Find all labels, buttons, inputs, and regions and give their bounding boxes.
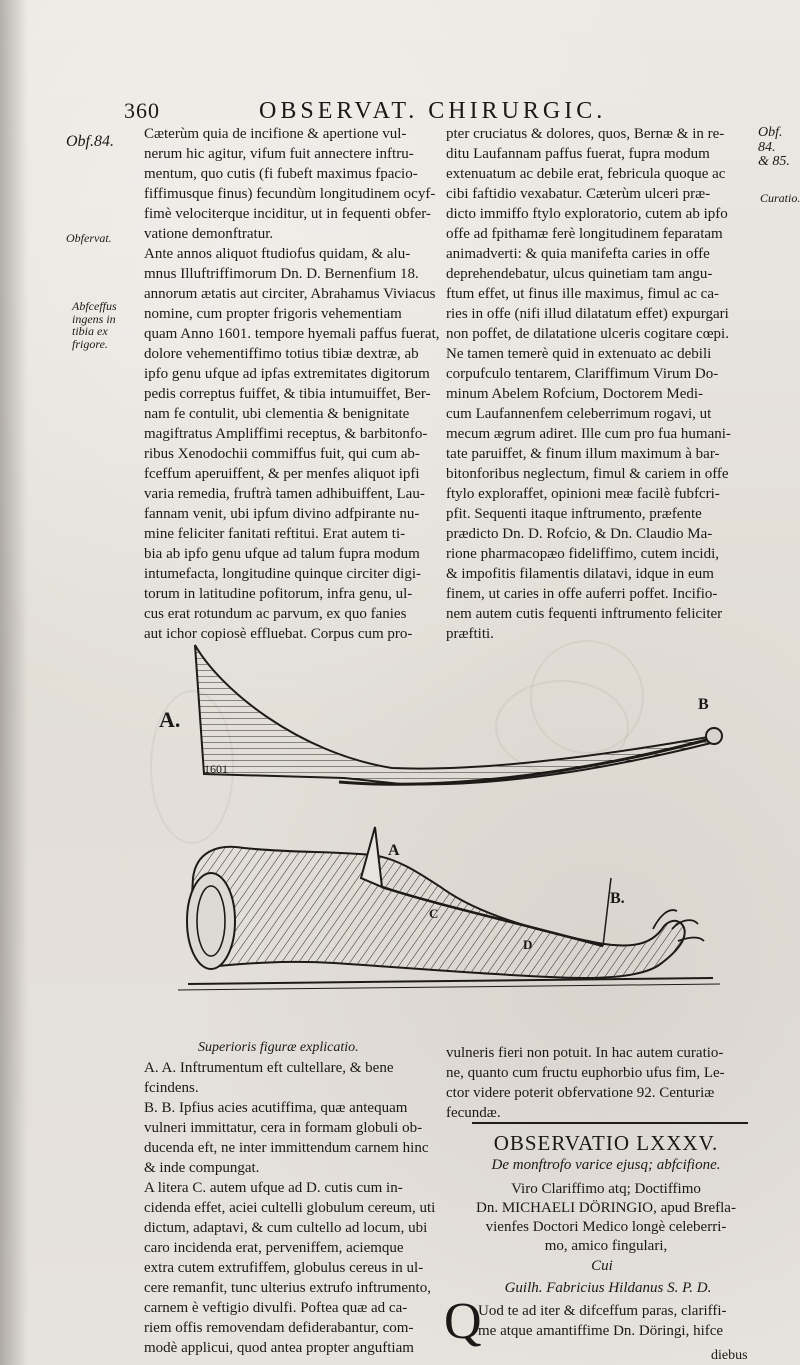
page-number: 360: [124, 98, 160, 123]
lower-leg-illustration: [178, 827, 720, 990]
left-margin-note-observat: Obfervat.: [66, 231, 112, 245]
main-text-left-column: Cæterùm quia de incifione & apertione vul- nerum hic agitur, vifum fuit annectere inftru- mentum, quo cutis (fi fubeft maximus fpacio- fiffimusque finus) fecundùm longitudinem ocyf- fimè velociterque inciditur, ut in fequenti obfer- vatione demonftratur. Ante annos aliquot ftudiofus quidam, & alu- mnus Illuftriffimorum Dn. D. Bernenfium 18. annorum ætatis aut circiter, Abrahamus Viviacus nomine, cum propter frigoris vehementiam quam Anno 1601. tempore hyemali paffus fuerat, dolore vehementiffimo totius tibiæ dextræ, ab ipfo genu ufque ad ipfas extremitates digitorum pedis correptus fuiffet, & tibia intumuiffet, Ber- nam fe contulit, ubi clementia & benignitate magiftratus Ampliffimi receptus, & barbitonfo- ribus Xenodochii commiffus fuit, qui cum ab- fceffum aperuiffent, & per menfes aliquot ipfi varia remedia, fruftrà tamen adhibuiffent, Lau- fannam venit, ubi ipfum divino adfpirante nu- mine feliciter fanitati reftitui. Erat autem ti- bia ab ipfo genu ufque ad talum fupra modum intumefacta, longitudine quinque circiter digi- torum in latitudine pofitorum, infra genu, ul- cus erat rotundum ac parvum, ex quo fanies aut ichor copiosè effluebat. Corpus cum pro-: [144, 126, 440, 642]
left-margin-note-observation: Obf.84.: [66, 133, 114, 150]
right-margin-note-curatio: Curatio.: [760, 191, 800, 205]
next-observation-cui: Cui: [591, 1258, 613, 1274]
figure-label-c-lower: C: [429, 906, 439, 921]
figure-explication-left: A. A. Inftrumentum eft cultellare, & bene fcindens. B. B. Ipfius acies acutiffima, quæ antequam vulneri immittatur, cera in formam globuli ob- ducenda eft, ne inter immittendum carnem hinc & inde compungat. A litera C. autem ufque ad D. cutis cum in- cidenda effet, aciei cultelli globulum cereum, uti dictum, adaptavi, & cum cultello ad locum, ubi caro incidenda erat, perveniffem, aciemque extra cutem extrufiffem, globulus cereus in ul- cere remanfit, tunc ulterius extrufo inftrumento, carnem è veftigio divulfi. Poftea quæ ad ca- riem offis removendam defiderabantur, com- modè applicui, quod antea propter anguftiam: [144, 1060, 436, 1356]
right-margin-note-observation: Obf. 84. & 85.: [758, 125, 790, 170]
section-rule-top: [472, 1122, 748, 1124]
next-observation-opening: Uod te ad iter & difceffum paras, clariffi- me atque amantiffime Dn. Döringi, hifce: [478, 1303, 727, 1339]
upper-instrument: [195, 645, 722, 784]
figure-explication-right: vulneris fieri non potuit. In hac autem curatio- ne, quanto cum fructu euphorbio ufus fim, Le- ctor videre poterit obfervatione 92. Centuriæ fecundæ.: [446, 1045, 725, 1121]
next-observation-title: OBSERVATIO LXXXV.: [493, 1131, 719, 1155]
left-margin-note-abscessus: Abfceffus ingens in tibia ex frigore.: [72, 299, 117, 351]
figure-label-d-lower: D: [523, 937, 533, 952]
figure-label-a-lower: A: [388, 842, 400, 859]
figure-label-b-lower: B.: [610, 890, 625, 907]
next-observation-dedication: Viro Clariffimo atq; Doctiffimo Dn. MICHAELI DÖRINGIO, apud Brefla- vienfes Doctori Medico longè celeberri- mo, amico fingulari,: [476, 1181, 736, 1254]
binding-shadow: [0, 0, 28, 1365]
figure-illustration: [148, 628, 726, 1052]
figure-label-b-upper: B: [698, 696, 709, 713]
figure-caption-title: Superioris figuræ explicatio.: [198, 1040, 359, 1055]
next-observation-author: Guilh. Fabricius Hildanus S. P. D.: [504, 1280, 712, 1296]
dropcap-letter: Q: [444, 1293, 482, 1350]
main-text-right-column: pter cruciatus & dolores, quos, Bernæ & in re- ditu Laufannam paffus fuerat, fupra modum extenuatum ac debile erat, febricula quoque ac cibi faftidio vexabatur. Cæterùm ulceri præ- dicto immiffo ftylo exploratorio, cutem ab ipfo offe ad fpithamæ ferè longitudinem feparatam animadverti: & quia manifefta caries in offe deprehendebatur, ulcus quinetiam tam angu- ftum effet, ut finus ille maximus, fimul ac ca- ries in offe (nifi illud dilatatum effet) expurgari non poffet, de dilatatione ulceris cogitare cœpi. Ne tamen temerè quid in extenuato ac debili corpufculo tentarem, Clariffimum Virum Do- minum Abelem Rofcium, Doctorem Medi- cum Laufannenfem celeberrimum rogavi, ut mecum ægrum adiret. Ille cum pro fua humani- tate paruiffet, & finum illum maximum à bar- bitonforibus neglectum, fimul & cariem in offe ftylo exploraffet, opinioni meæ facilè fubfcri- pfit. Sequenti itaque inftrumento, præfente prædicto Dn. D. Rofcio, & Dn. Claudio Ma- rione pharmacopæo fideliffimo, cutem incidi, & impofitis filamentis dilatavi, idque in eum finem, ut caries in offe auferri poffet. Incifio- nem autem cutis fequenti inftrumento feliciter præftiti.: [446, 126, 731, 642]
surgical-figure: [148, 628, 726, 1052]
svg-text:1601: 1601: [204, 762, 228, 776]
figure-label-a-upper: A.: [159, 707, 181, 732]
running-head: OBSERVAT. CHIRURGIC.: [259, 98, 607, 124]
next-observation-subtitle: De monftrofo varice ejusq; abfcifione.: [491, 1157, 721, 1173]
page-catchword: diebus: [711, 1348, 748, 1363]
